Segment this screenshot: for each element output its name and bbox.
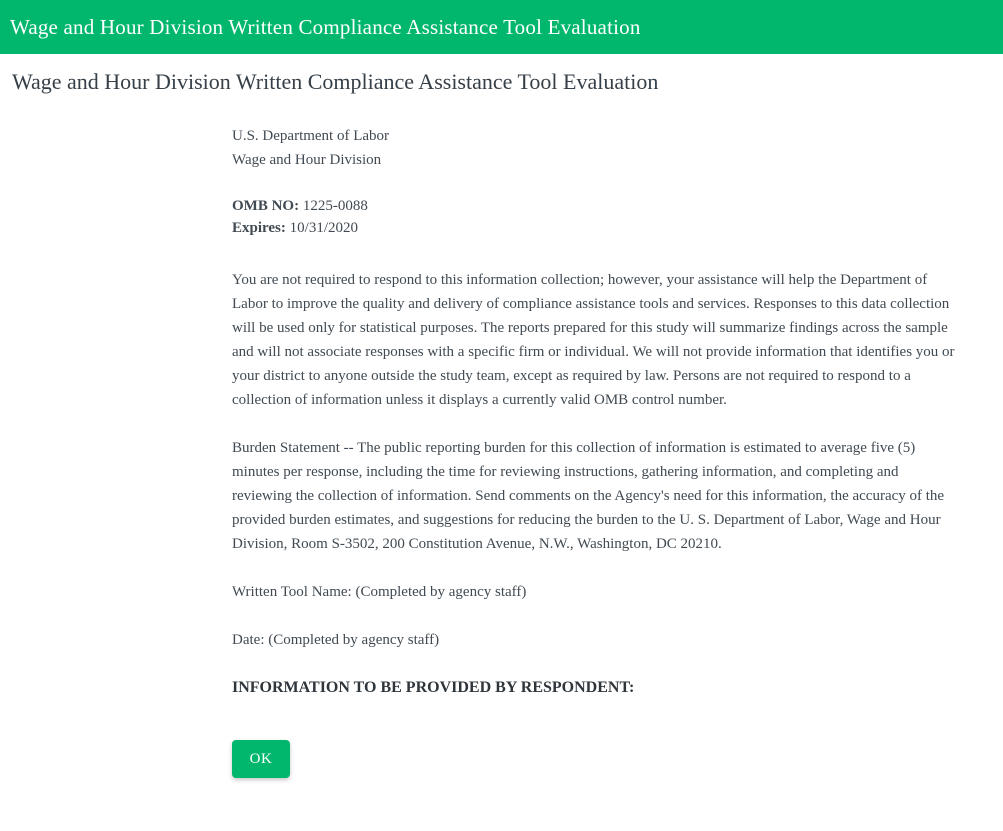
omb-control-block	[232, 195, 959, 239]
agency-line-division: Wage and Hour Division	[232, 152, 382, 168]
burden-statement-paragraph: Burden Statement -- The public reporting burden for this collection of information is estimated to average five (5) minutes per response, including the time for reviewing instructions, gathering information, and completing and reviewing the collection of information. Send comments on the Agency's need for this information, the accuracy of the provided burden estimates, and suggestions for reducing the burden to the U. S. Department of Labor, Wage and Hour Division, Room S-3502, 200 Constitution Avenue, N.W., Washington, DC 20210.	[232, 440, 945, 552]
omb-expires-line	[232, 217, 959, 239]
page-title: Wage and Hour Division Written Compliance Assistance Tool Evaluation	[12, 69, 659, 94]
ok-button[interactable]: OK	[232, 740, 290, 778]
omb-number-line	[232, 195, 959, 217]
written-tool-name-line: Written Tool Name: (Completed by agency staff)	[232, 584, 527, 600]
pra-statement-paragraph: You are not required to respond to this information collection; however, your assistance will help the Department of Labor to improve the quality and delivery of compliance assistance tools and services. Responses to this data collection will be used only for statistical purposes. The reports prepared for this study will summarize findings across the sample and will not associate responses with a specific firm or individual. We will not provide information that identifies you or your district to anyone outside the study team, except as required by law. Persons are not required to respond to a collection of information unless it displays a currently valid OMB control number.	[232, 272, 955, 408]
omb-expires-value: 10/31/2020	[289, 220, 358, 236]
omb-number-value: 1225-0088	[302, 198, 368, 214]
respondent-section-heading: INFORMATION TO BE PROVIDED BY RESPONDENT:	[232, 679, 635, 696]
survey-banner-title: Wage and Hour Division Written Compliance Assistance Tool Evaluation	[10, 14, 641, 39]
survey-page	[0, 68, 1003, 778]
omb-number-label: OMB NO:	[232, 198, 300, 214]
date-line: Date: (Completed by agency staff)	[232, 632, 440, 648]
agency-line-department: U.S. Department of Labor	[232, 128, 390, 144]
agency-identification	[232, 124, 959, 172]
survey-banner	[0, 0, 1003, 54]
survey-content	[232, 124, 959, 778]
omb-expires-label: Expires:	[232, 220, 286, 236]
